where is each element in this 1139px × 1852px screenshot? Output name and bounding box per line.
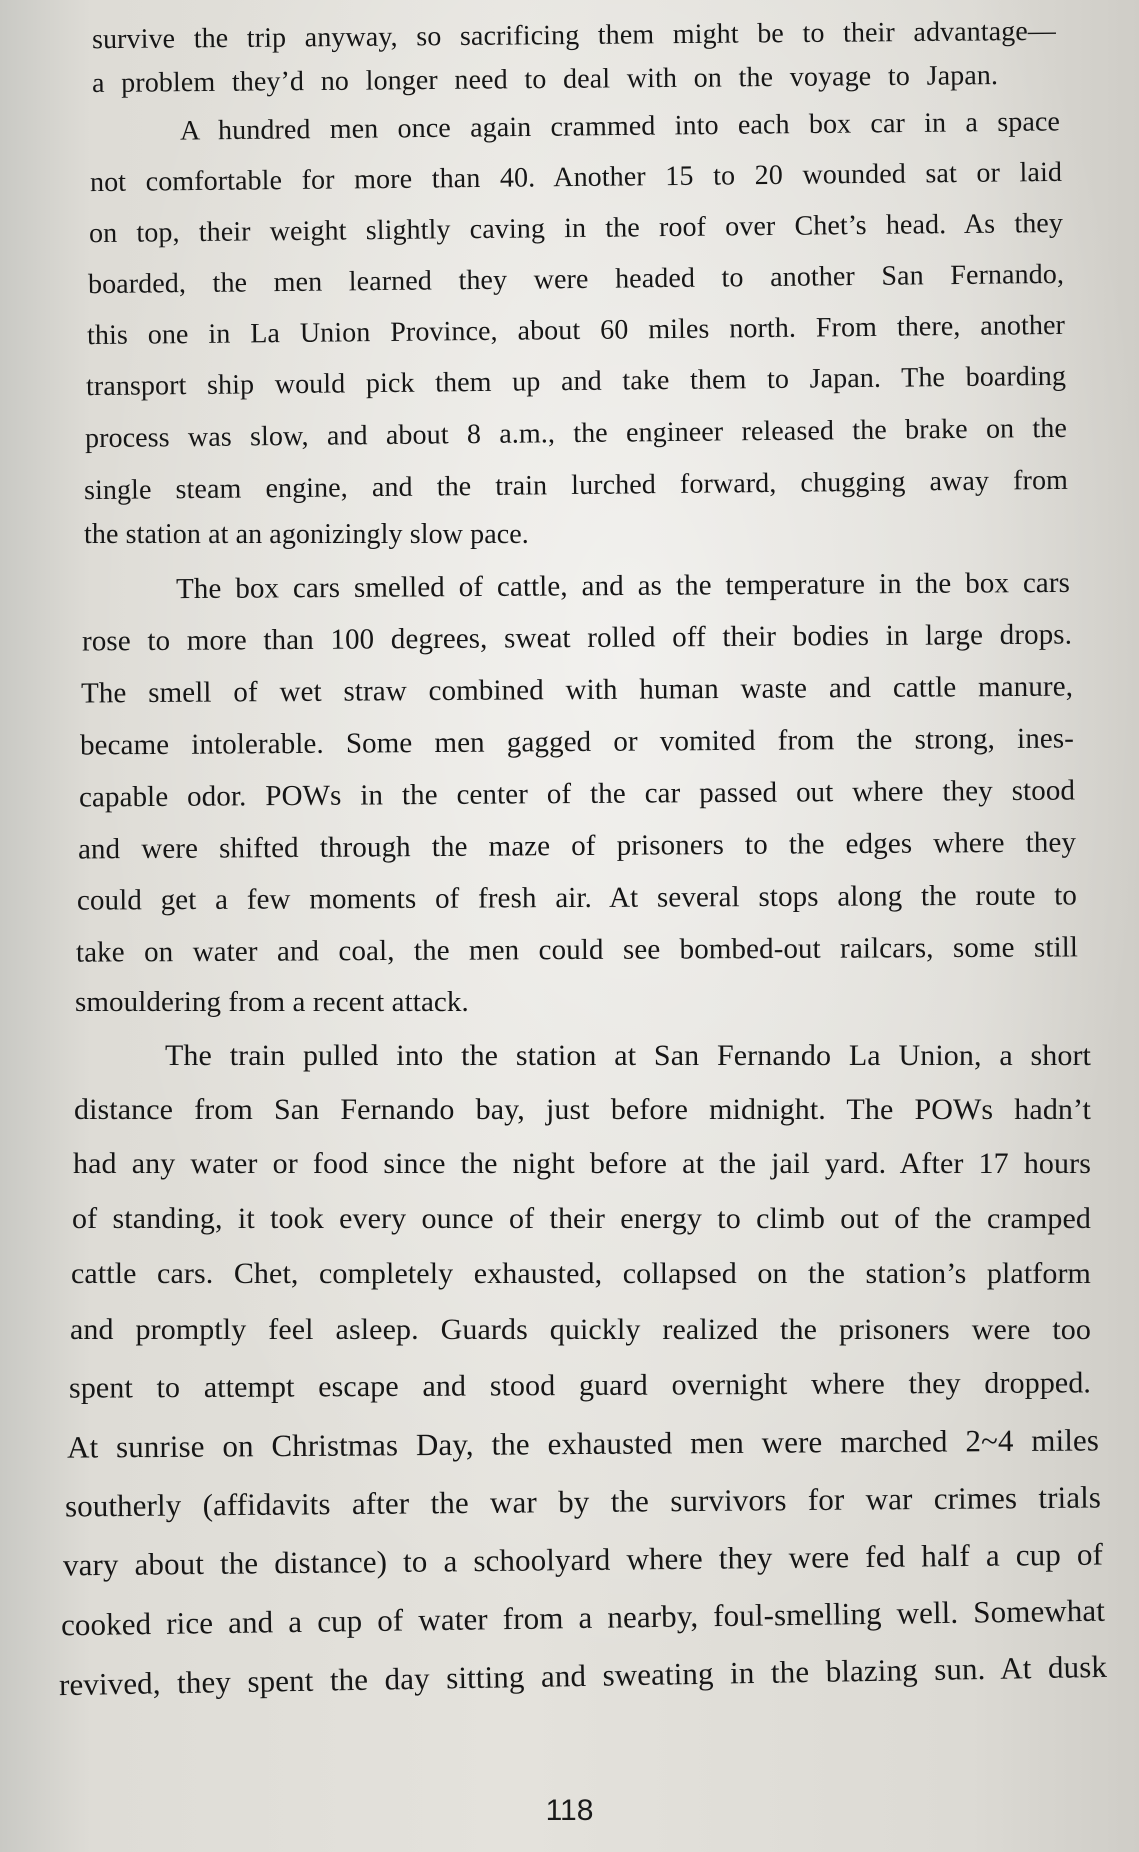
- text-line: had any water or food since the night before at the jail yard. After 17 hours: [73, 1147, 1091, 1180]
- text-line: boarded, the men learned they were headed to another San Fernando,: [87, 258, 1065, 301]
- text-line: smouldering from a recent attack.: [75, 986, 469, 1018]
- text-line: this one in La Union Province, about 60 miles north. From there, another: [86, 309, 1066, 352]
- page-number: 118: [545, 1794, 594, 1827]
- text-line: survive the trip anyway, so sacrificing them might be to their advantage—: [91, 15, 1057, 56]
- text-line: The box cars smelled of cattle, and as the temperature in the box cars: [175, 566, 1071, 606]
- text-line: of standing, it took every ounce of their energy to climb out of the cramped: [72, 1202, 1091, 1235]
- text-line: spent to attempt escape and stood guard overnight where they dropped.: [68, 1366, 1092, 1405]
- text-line: distance from San Fernando bay, just before midnight. The POWs hadn’t: [74, 1093, 1091, 1126]
- text-line: and promptly feel asleep. Guards quickly realized the prisoners were too: [70, 1313, 1091, 1346]
- text-line: southerly (affidavits after the war by the survivors for war crimes trials: [64, 1479, 1102, 1524]
- text-line: and were shifted through the maze of prisoners to the edges where they: [77, 826, 1077, 866]
- text-line: capable odor. POWs in the center of the car passed out where they stood: [78, 774, 1076, 814]
- text-line: a problem they’d no longer need to deal with on the voyage to Japan.: [91, 60, 999, 99]
- text-line: transport ship would pick them up and take them to Japan. The boarding: [85, 360, 1067, 403]
- text-line: At sunrise on Christmas Day, the exhausted men were marched 2~4 miles: [66, 1422, 1100, 1465]
- text-line: The train pulled into the station at San Fernando La Union, a short: [165, 1039, 1091, 1072]
- text-line: The smell of wet straw combined with human waste and cattle manure,: [80, 670, 1074, 710]
- text-line: A hundred men once again crammed into each box car in a space: [179, 106, 1061, 147]
- text-line: not comfortable for more than 40. Another 15 to 20 wounded sat or laid: [89, 156, 1063, 199]
- text-line: rose to more than 100 degrees, sweat rolled off their bodies in large drops.: [81, 618, 1073, 658]
- text-line: cooked rice and a cup of water from a nearby, foul-smelling well. Somewhat: [60, 1592, 1106, 1643]
- text-line: became intolerable. Some men gagged or vomited from the strong, ines-: [79, 722, 1075, 762]
- text-line: revived, they spent the day sitting and sweating in the blazing sun. At dusk: [58, 1648, 1108, 1703]
- text-line: could get a few moments of fresh air. At several stops along the route to: [76, 879, 1078, 917]
- text-line: on top, their weight slightly caving in the roof over Chet’s head. As they: [88, 207, 1064, 250]
- text-line: cattle cars. Chet, completely exhausted, collapsed on the station’s platform: [71, 1257, 1091, 1290]
- text-line: vary about the distance) to a schoolyard where they were fed half a cup of: [62, 1536, 1104, 1583]
- text-line: single steam engine, and the train lurched forward, chugging away from: [83, 464, 1069, 507]
- text-line: the station at an agonizingly slow pace.: [84, 519, 529, 550]
- text-line: process was slow, and about 8 a.m., the engineer released the brake on the: [84, 412, 1068, 455]
- text-line: take on water and coal, the men could see bombed-out railcars, some still: [75, 931, 1079, 969]
